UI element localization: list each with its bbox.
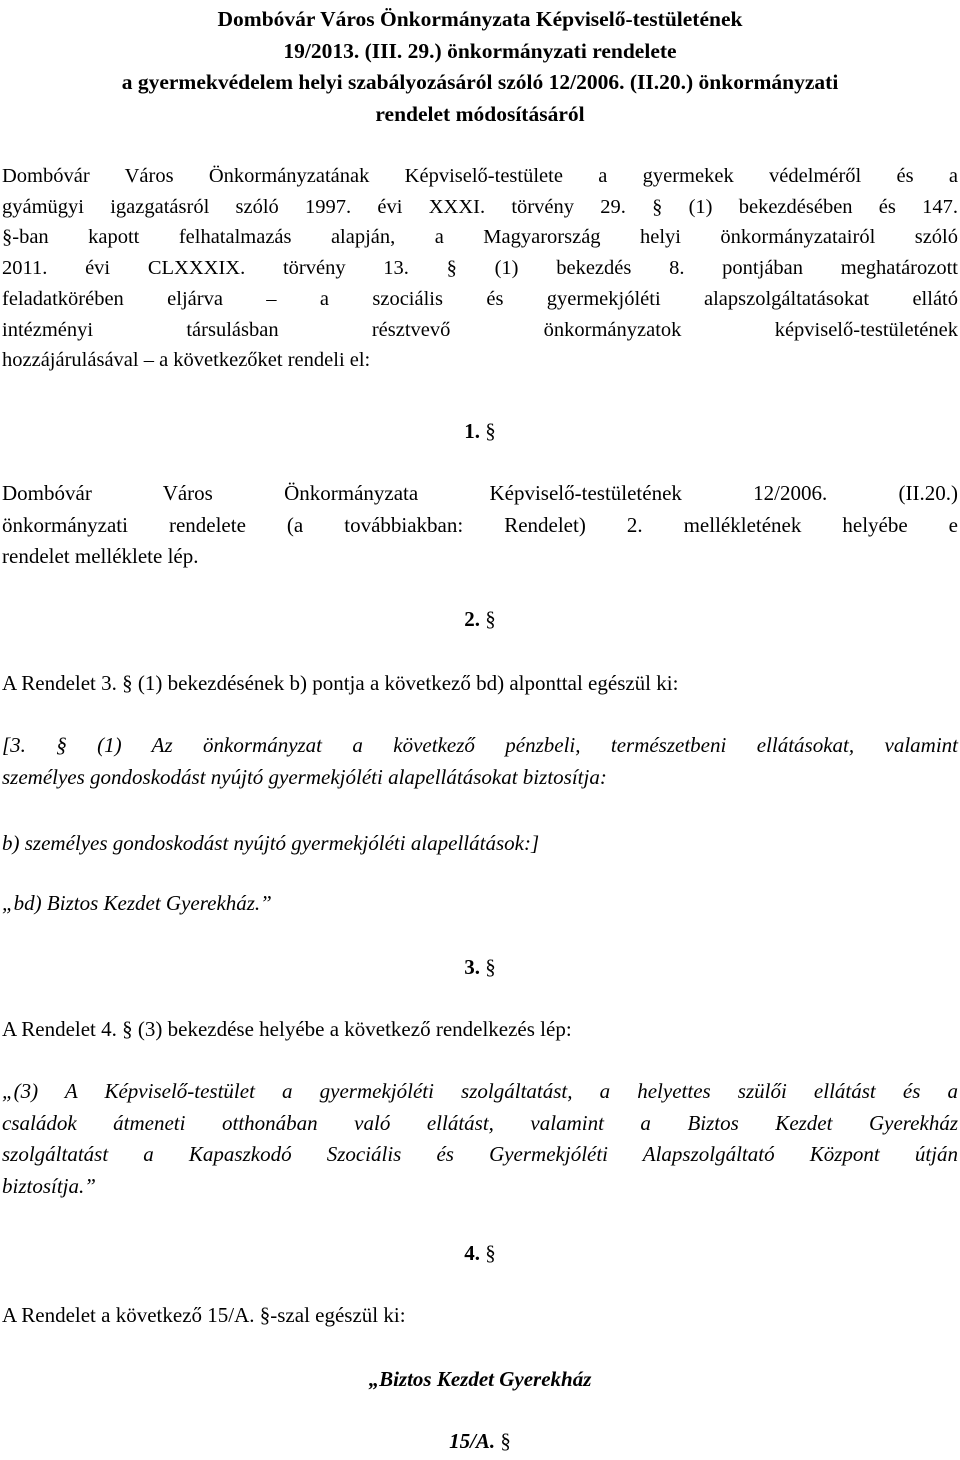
section-heading-2 <box>0 604 960 634</box>
preamble-line: feladatkörében eljárva – a szociális és gyermekjóléti alapszolgáltatásokat ellátó <box>2 287 958 310</box>
section-number: 4. <box>464 1241 480 1265</box>
paragraph-sign: § <box>485 955 496 979</box>
section-number: 2. <box>464 607 480 631</box>
section-heading-4 <box>0 1238 960 1268</box>
section-heading-15a <box>0 1426 960 1456</box>
quote-line: családok átmeneti otthonában való ellátást, valamint a Biztos Kezdet Gyerekház <box>2 1110 958 1135</box>
section-1-line: Dombóvár Város Önkormányzata Képviselő-testületének 12/2006. (II.20.) <box>2 481 958 505</box>
section-2-quote <box>2 730 958 793</box>
section-number: 1. <box>464 419 480 443</box>
title-line: a gyermekvédelem helyi szabályozásáról szóló 12/2006. (II.20.) önkormányzati <box>121 70 839 94</box>
quote-line: személyes gondoskodást nyújtó gyermekjóléti alapellátásokat biztosítja: <box>2 764 607 789</box>
section-number: 15/A. <box>449 1429 496 1453</box>
title-line: Dombóvár Város Önkormányzata Képviselő-testületének <box>217 7 743 31</box>
section-2-quote-b: b) személyes gondoskodást nyújtó gyermekjóléti alapellátások:] <box>2 831 540 855</box>
quote-line: [3. § (1) Az önkormányzat a következő pénzbeli, természetbeni ellátásokat, valamint <box>2 733 958 757</box>
section-2-text: A Rendelet 3. § (1) bekezdésének b) pontja a következő bd) alponttal egészül ki: <box>2 671 679 695</box>
preamble-line: intézményi társulásban résztvevő önkormányzatok képviselő-testületének <box>2 318 958 341</box>
preamble-line: Dombóvár Város Önkormányzatának Képviselő-testülete a gyermekek védelméről és a <box>2 165 958 187</box>
quote-line: „(3) A Képviselő-testület a gyermekjóléti szolgáltatást, a helyettes szülői ellátást és a <box>2 1079 958 1103</box>
section-3-text: A Rendelet 4. § (3) bekezdése helyébe a következő rendelkezés lép: <box>2 1017 572 1041</box>
preamble-paragraph <box>2 161 958 376</box>
section-number: 3. <box>464 955 480 979</box>
preamble-line: §-ban kapott felhatalmazás alapján, a Magyarország helyi önkormányzatairól szóló <box>2 226 958 249</box>
section-1-line: önkormányzati rendelete (a továbbiakban: Rendelet) 2. mellékletének helyébe e <box>2 512 958 537</box>
title-line: 19/2013. (III. 29.) önkormányzati rendelete <box>283 38 677 63</box>
preamble-line: 2011. évi CLXXXIX. törvény 13. § (1) bekezdés 8. pontjában meghatározott <box>2 257 958 280</box>
section-2-quote-bd: „bd) Biztos Kezdet Gyerekház.” <box>2 891 272 915</box>
section-1-text <box>2 478 958 573</box>
title-line: rendelet módosításáról <box>375 101 585 126</box>
paragraph-sign: § <box>485 607 496 631</box>
section-1-line: rendelet melléklete lép. <box>2 544 199 568</box>
paragraph-sign: § <box>485 419 496 443</box>
section-4-text: A Rendelet a következő 15/A. §-szal egészül ki: <box>2 1303 406 1327</box>
preamble-line: gyámügyi igazgatásról szóló 1997. évi XXXI. törvény 29. § (1) bekezdésében és 147. <box>2 195 958 218</box>
document-title <box>0 4 960 130</box>
paragraph-sign: § <box>500 1429 511 1453</box>
new-chapter-heading: „Biztos Kezdet Gyerekház <box>368 1367 592 1391</box>
section-heading-1 <box>0 416 960 446</box>
paragraph-sign: § <box>485 1241 496 1265</box>
section-3-quote <box>2 1076 958 1202</box>
preamble-line: hozzájárulásával – a következőket rendeli el: <box>2 349 371 372</box>
quote-line: szolgáltatást a Kapaszkodó Szociális és Gyermekjóléti Alapszolgáltató Központ útján <box>2 1142 958 1166</box>
section-heading-3 <box>0 952 960 982</box>
quote-line: biztosítja.” <box>2 1173 96 1198</box>
